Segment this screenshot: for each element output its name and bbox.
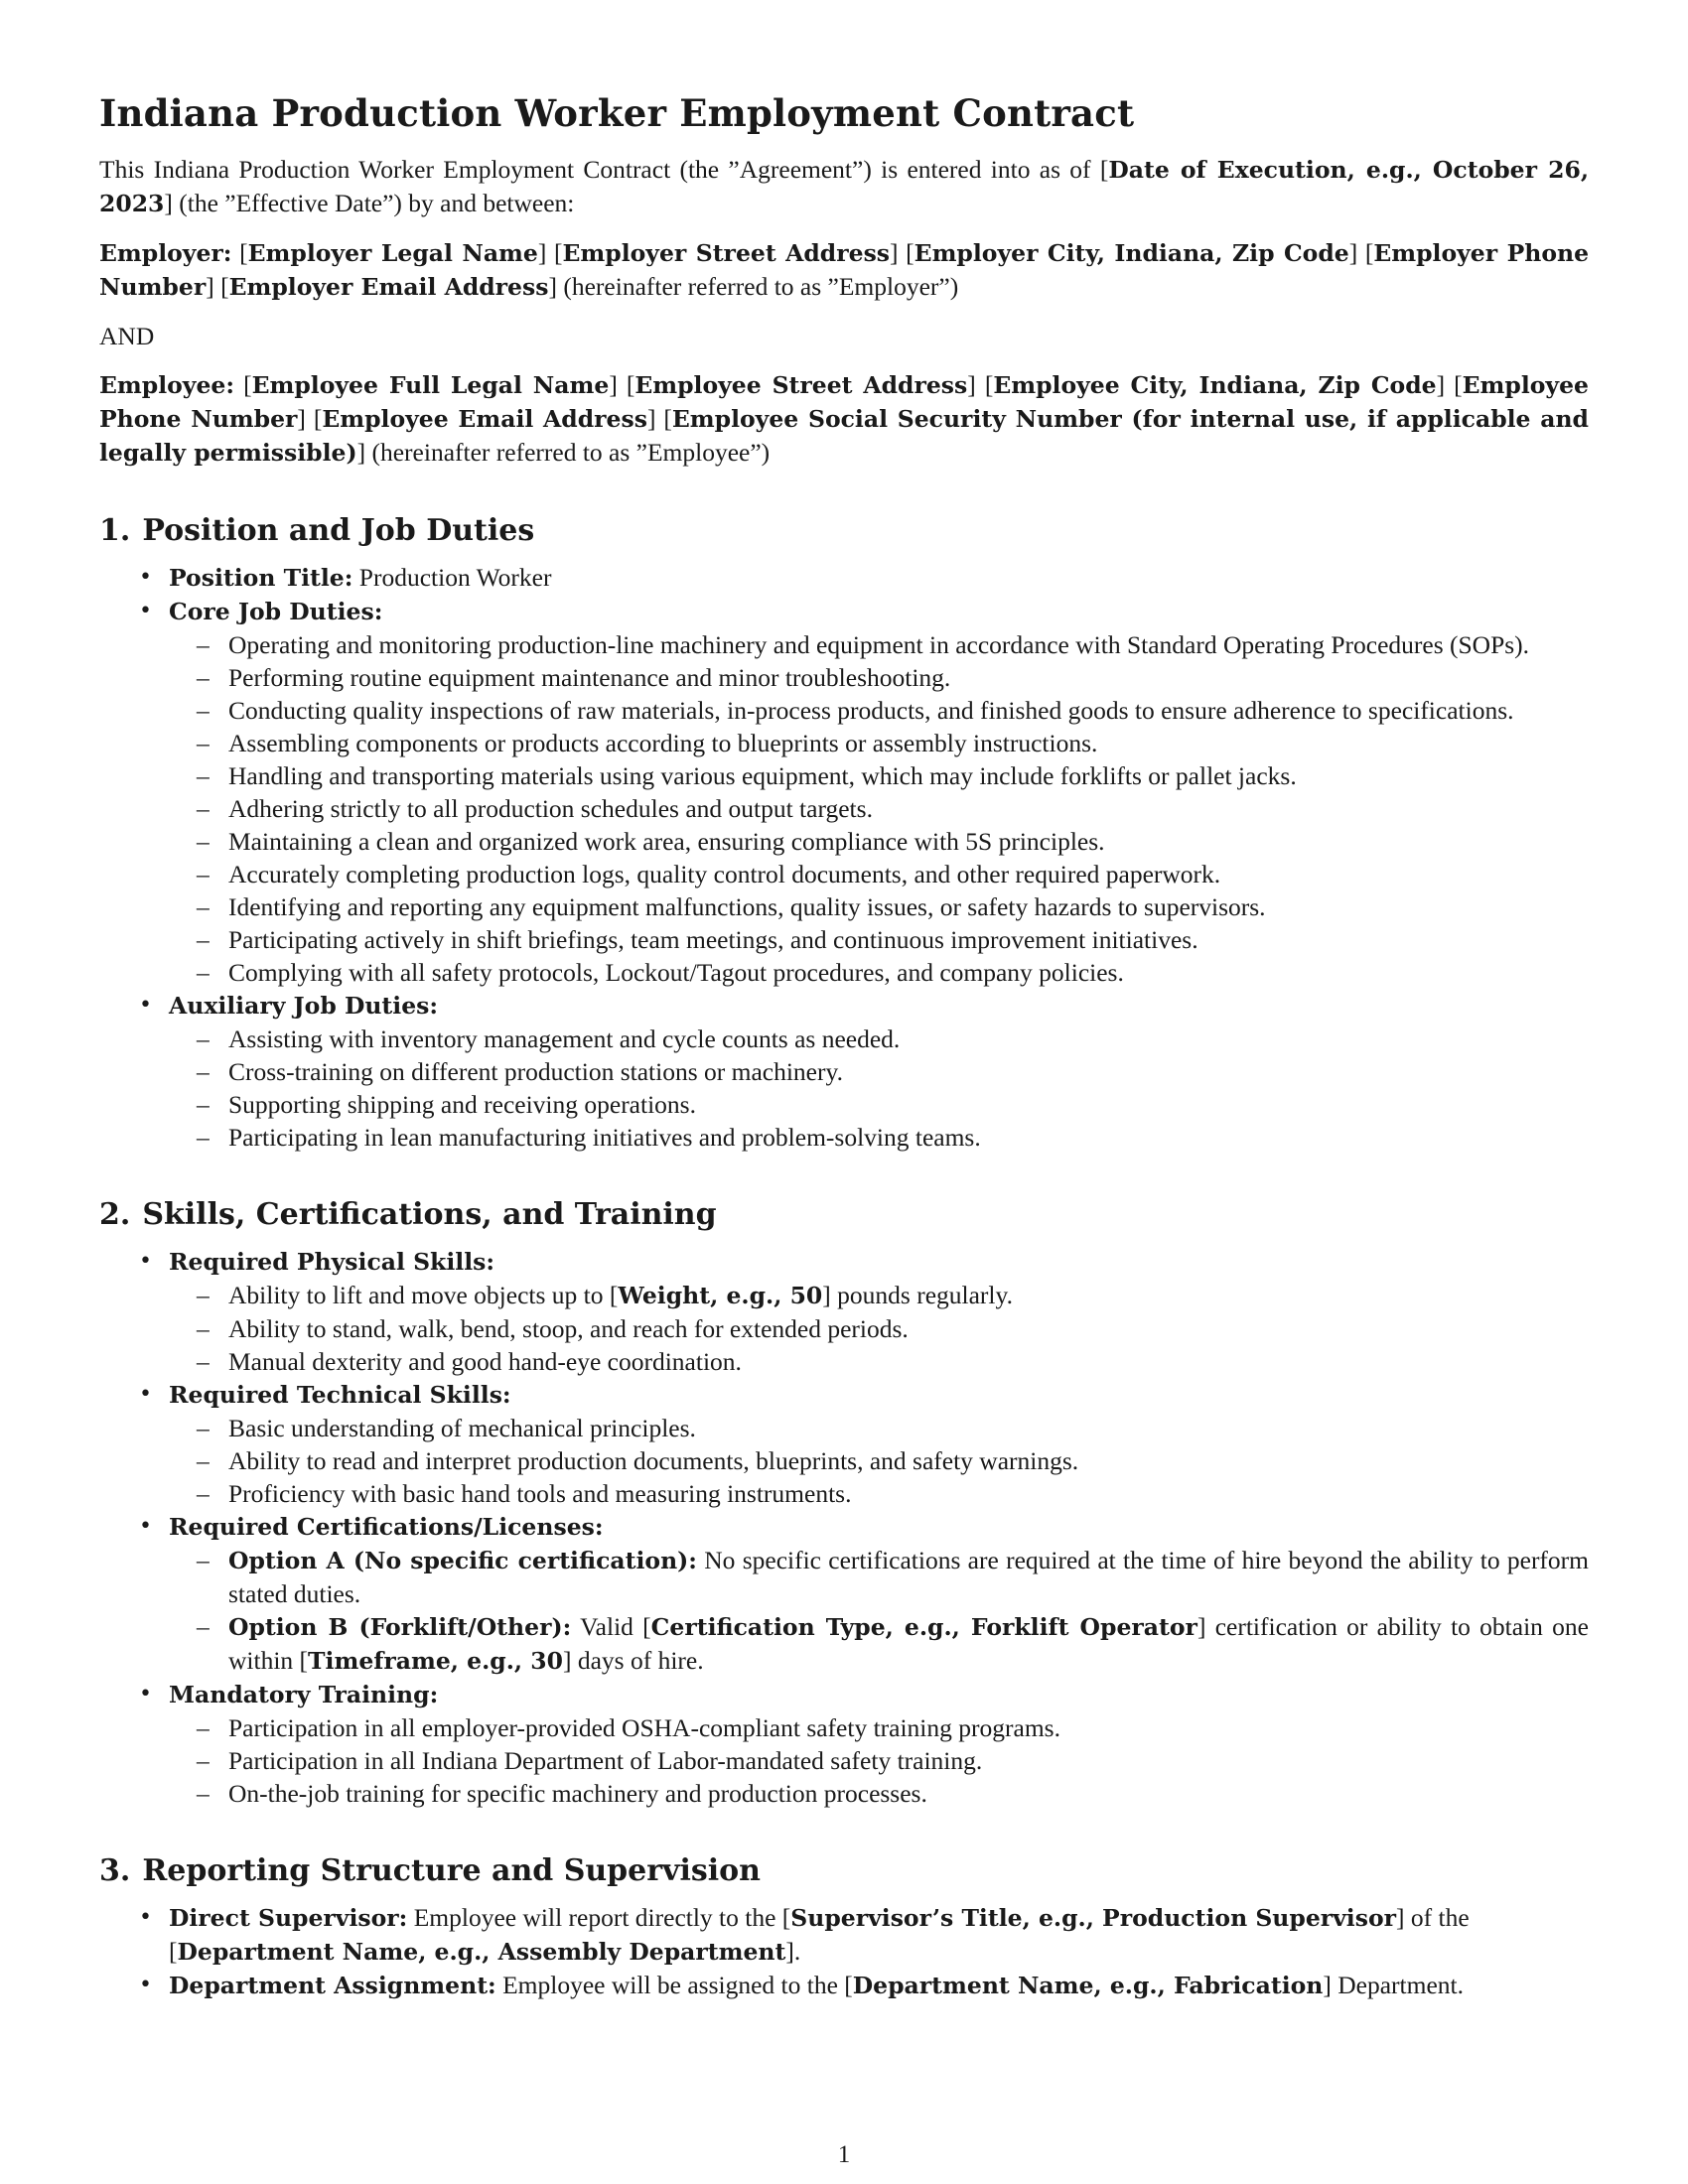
- item-value: Production Worker: [358, 563, 552, 592]
- item-text: Ability to lift and move objects up to [: [228, 1281, 619, 1309]
- document-title: Indiana Production Worker Employment Contract: [99, 91, 1135, 135]
- section-3-list: [99, 1901, 1589, 2002]
- list-item: – Ability to read and interpret production documents, blueprints, and safety warnings.: [169, 1444, 1589, 1477]
- item-label: Required Physical Skills:: [169, 1248, 495, 1276]
- list-item: – Complying with all safety protocols, Lockout/Tagout procedures, and company policies.: [169, 956, 1589, 989]
- list-item: – Participation in all employer-provided OSHA-compliant safety training programs.: [169, 1711, 1589, 1744]
- department-placeholder: Department Name, e.g., Assembly Department: [177, 1938, 786, 1966]
- list-item: [99, 989, 1589, 1154]
- section-title: Reporting Structure and Supervision: [142, 1853, 761, 1888]
- timeframe-placeholder: Timeframe, e.g., 30: [308, 1647, 563, 1675]
- list-item: [99, 595, 1589, 989]
- certification-placeholder: Certification Type, e.g., Forklift Operator: [650, 1613, 1197, 1641]
- item-text: ] certification or ability to obtain one within [: [228, 1612, 1590, 1675]
- section-number: 3.: [99, 1853, 131, 1888]
- list-item: – Maintaining a clean and organized work area, ensuring compliance with 5S principles.: [169, 825, 1589, 858]
- page-number: 1: [837, 2141, 851, 2168]
- intro-paragraph: [99, 153, 1589, 220]
- intro-text: This Indiana Production Worker Employment Contract (the ”Agreement”) is entered into as of [: [99, 155, 1109, 184]
- employee-name-placeholder: Employee Full Legal Name: [251, 371, 610, 399]
- list-item: – Participation in all Indiana Department of Labor-mandated safety training.: [169, 1744, 1589, 1777]
- list-item: – Participating actively in shift briefings, team meetings, and continuous improvement initiatives.: [169, 923, 1589, 956]
- section-number: 1.: [99, 513, 131, 548]
- list-item: – Proficiency with basic hand tools and measuring instruments.: [169, 1477, 1589, 1510]
- supervisor-placeholder: Supervisor’s Title, e.g., Production Supervisor: [790, 1904, 1397, 1932]
- aux-duties-list: [169, 1023, 1589, 1154]
- list-item: [169, 1279, 1589, 1312]
- employee-tail: (hereinafter referred to as ”Employee”): [371, 438, 771, 467]
- intro-text: ] (the ”Effective Date”) by and between:: [164, 189, 575, 217]
- employer-phone-placeholder: Employer Phone Number: [99, 239, 1590, 301]
- employer-street-placeholder: Employer Street Address: [562, 239, 891, 267]
- list-item: [99, 1378, 1589, 1510]
- employer-name-placeholder: Employer Legal Name: [247, 239, 538, 267]
- list-item: – Cross-training on different production stations or machinery.: [169, 1055, 1589, 1088]
- employer-city-placeholder: Employer City, Indiana, Zip Code: [914, 239, 1349, 267]
- list-item: – Accurately completing production logs, quality control documents, and other required paperwork.: [169, 858, 1589, 890]
- employee-email-placeholder: Employee Email Address: [322, 405, 647, 433]
- list-item: – Conducting quality inspections of raw materials, in-process products, and finished goods to ensure adherence to specifications.: [169, 694, 1589, 727]
- section-heading: [99, 1849, 1589, 1893]
- employee-paragraph: Employee: [Employee Full Legal Name] [Employee Street Address] [Employee City, Indiana, Zip Code] [Employee Phone Number] [Employee Email Address] [Employee Social Security Number (for internal use, if applicable and legally permissible)] (hereinafter referred to as ”Employee”): [99, 370, 1589, 467]
- employer-label: Employer:: [99, 239, 232, 267]
- item-text: Valid [: [580, 1612, 651, 1641]
- section-heading: [99, 1193, 1589, 1237]
- item-label: Auxiliary Job Duties:: [169, 992, 439, 1020]
- list-item: – Adhering strictly to all production schedules and output targets.: [169, 792, 1589, 825]
- document-page: [99, 87, 1589, 2002]
- list-item: – Assisting with inventory management and cycle counts as needed.: [169, 1023, 1589, 1055]
- section-1-list: [99, 561, 1589, 1154]
- item-label: Direct Supervisor:: [169, 1904, 408, 1932]
- item-text: ] of the [: [169, 1903, 1470, 1966]
- section-number: 2.: [99, 1197, 131, 1232]
- physical-skills-list: [169, 1279, 1589, 1378]
- employee-city-placeholder: Employee City, Indiana, Zip Code: [993, 371, 1437, 399]
- item-label: Department Assignment:: [169, 1972, 496, 1999]
- core-duties-list: [169, 628, 1589, 989]
- certifications-list: [169, 1544, 1589, 1678]
- list-item: [169, 1544, 1589, 1610]
- list-item: – Performing routine equipment maintenance and minor troubleshooting.: [169, 661, 1589, 694]
- list-item: – Manual dexterity and good hand-eye coordination.: [169, 1345, 1589, 1378]
- item-text: Employee will be assigned to the [: [502, 1971, 853, 1999]
- employer-paragraph: Employer: [Employer Legal Name] [Employer Street Address] [Employer City, Indiana, Zip Code] [Employer Phone Number] [Employer Email Address] (hereinafter referred to as ”Employer”): [99, 238, 1590, 301]
- list-item: [169, 1610, 1589, 1678]
- employee-label: Employee:: [99, 371, 235, 399]
- item-label: Required Certifications/Licenses:: [169, 1513, 604, 1541]
- list-item: – Supporting shipping and receiving operations.: [169, 1088, 1589, 1121]
- list-item: [99, 1510, 1589, 1678]
- list-item: – On-the-job training for specific machinery and production processes.: [169, 1777, 1589, 1810]
- list-item: – Participating in lean manufacturing initiatives and problem-solving teams.: [169, 1121, 1589, 1154]
- list-item: – Operating and monitoring production-line machinery and equipment in accordance with Standard Operating Procedures (SOPs).: [169, 628, 1589, 661]
- employee-ssn-placeholder: Employee Social Security Number (for internal use, if applicable and legally permissible): [99, 405, 1589, 467]
- item-label: Position Title:: [169, 564, 353, 592]
- list-item: – Basic understanding of mechanical principles.: [169, 1412, 1589, 1444]
- section-title: Skills, Certifications, and Training: [142, 1197, 717, 1232]
- list-item: – Handling and transporting materials using various equipment, which may include forklifts or pallet jacks.: [169, 759, 1589, 792]
- item-text: Employee will report directly to the [: [413, 1903, 791, 1932]
- item-text: No specific certifications are required at the time of hire beyond the ability to perform stated duties.: [228, 1546, 1590, 1608]
- item-label: Core Job Duties:: [169, 598, 383, 625]
- option-b-label: Option B (Forklift/Other):: [228, 1613, 572, 1641]
- list-item: [99, 1245, 1589, 1378]
- employer-email-placeholder: Employer Email Address: [228, 273, 549, 301]
- list-item: [99, 1969, 1589, 2002]
- section-2-list: [99, 1245, 1589, 1810]
- weight-placeholder: Weight, e.g., 50: [618, 1282, 823, 1309]
- list-item: – Ability to stand, walk, bend, stoop, and reach for extended periods.: [169, 1312, 1589, 1345]
- item-text: ] pounds regularly.: [822, 1281, 1013, 1309]
- item-label: Required Technical Skills:: [169, 1381, 511, 1409]
- item-text: ] Department.: [1323, 1971, 1464, 1999]
- section-heading: [99, 509, 1589, 553]
- date-placeholder: Date of Execution, e.g., October 26, 2023: [99, 156, 1589, 217]
- list-item: – Assembling components or products according to blueprints or assembly instructions.: [169, 727, 1589, 759]
- employee-street-placeholder: Employee Street Address: [634, 371, 968, 399]
- list-item: [99, 1901, 1589, 1969]
- list-item: [99, 1678, 1589, 1810]
- list-item: [99, 561, 1589, 595]
- department-placeholder: Department Name, e.g., Fabrication: [852, 1972, 1324, 1999]
- training-list: [169, 1711, 1589, 1810]
- item-text: ] days of hire.: [563, 1646, 704, 1675]
- item-text: ].: [785, 1937, 801, 1966]
- employee-phone-placeholder: Employee Phone Number: [99, 371, 1589, 433]
- list-item: – Identifying and reporting any equipment malfunctions, quality issues, or safety hazards to supervisors.: [169, 890, 1589, 923]
- section-title: Position and Job Duties: [142, 513, 535, 548]
- employer-tail: (hereinafter referred to as ”Employer”): [563, 272, 959, 301]
- and-text: AND: [99, 322, 155, 350]
- technical-skills-list: [169, 1412, 1589, 1510]
- option-a-label: Option A (No specific certification):: [228, 1547, 697, 1574]
- item-label: Mandatory Training:: [169, 1681, 439, 1708]
